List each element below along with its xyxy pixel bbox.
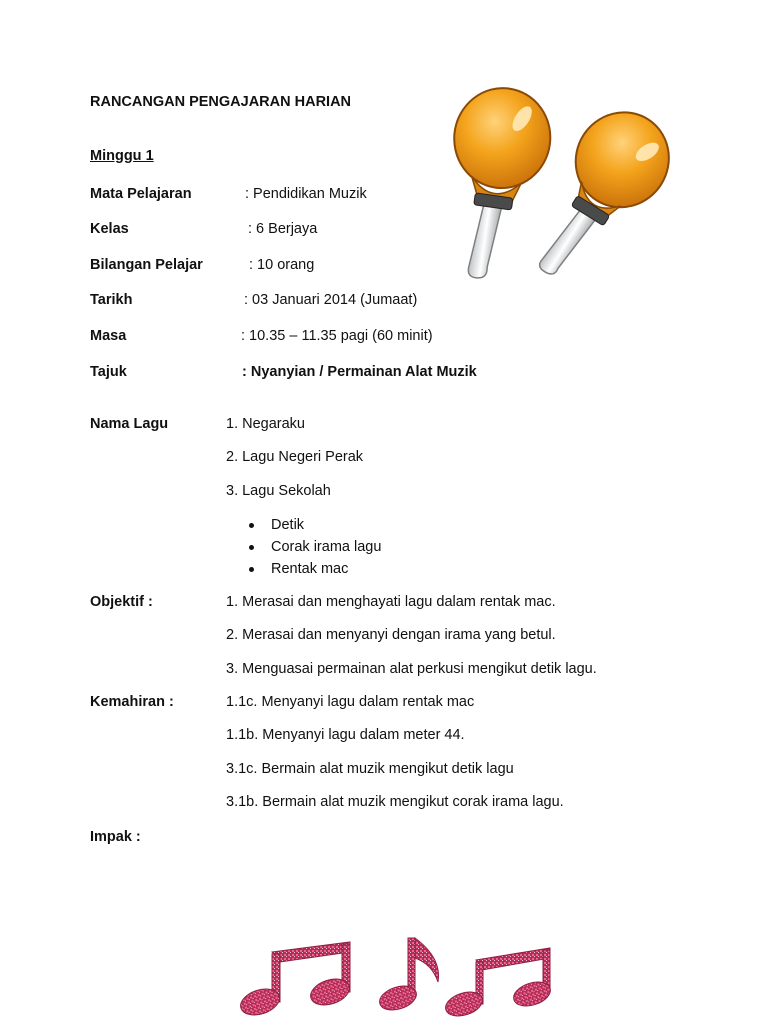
music-notes-icon [232, 930, 562, 1020]
field-value-mata-pelajaran: : Pendidikan Muzik [245, 186, 367, 202]
songs-label: Nama Lagu [90, 416, 169, 432]
skill-item: 3.1b. Bermain alat muzik mengikut corak irama lagu. [226, 794, 564, 810]
field-value-masa: : 10.35 – 11.35 pagi (60 minit) [241, 328, 433, 344]
field-label-kelas: Kelas [90, 221, 129, 237]
song-bullet: Rentak mac [271, 561, 349, 577]
song-item: 1. Negaraku [226, 416, 305, 432]
song-item: 3. Lagu Sekolah [226, 483, 331, 499]
impact-label: Impak : [90, 829, 141, 845]
song-bullet: Detik [271, 517, 305, 533]
field-value-bilangan-pelajar: : 10 orang [249, 257, 315, 273]
field-value-kelas: : 6 Berjaya [248, 221, 318, 237]
objective-item: 3. Menguasai permainan alat perkusi mengikut detik lagu. [226, 661, 597, 677]
field-label-mata-pelajaran: Mata Pelajaran [90, 186, 192, 202]
week-heading: Minggu 1 [90, 148, 154, 164]
field-label-bilangan-pelajar: Bilangan Pelajar [90, 257, 203, 273]
field-label-tarikh: Tarikh [90, 292, 133, 308]
skill-item: 3.1c. Bermain alat muzik mengikut detik lagu [226, 761, 514, 777]
objectives-label: Objektif : [90, 594, 153, 610]
objective-item: 2. Merasai dan menyanyi dengan irama yang betul. [226, 627, 556, 643]
field-value-tajuk: : Nyanyian / Permainan Alat Muzik [242, 364, 477, 380]
song-item: 2. Lagu Negeri Perak [226, 449, 364, 465]
skill-item: 1.1b. Menyanyi lagu dalam meter 44. [226, 727, 465, 743]
field-label-masa: Masa [90, 328, 127, 344]
field-label-tajuk: Tajuk [90, 364, 127, 380]
field-value-tarikh: : 03 Januari 2014 (Jumaat) [244, 292, 418, 308]
skills-label: Kemahiran : [90, 694, 174, 710]
skill-item: 1.1c. Menyanyi lagu dalam rentak mac [226, 694, 475, 710]
objective-item: 1. Merasai dan menghayati lagu dalam rentak mac. [226, 594, 556, 610]
page-title: RANCANGAN PENGAJARAN HARIAN [90, 94, 352, 110]
song-bullet: Corak irama lagu [271, 539, 382, 555]
maracas-icon [440, 80, 670, 290]
